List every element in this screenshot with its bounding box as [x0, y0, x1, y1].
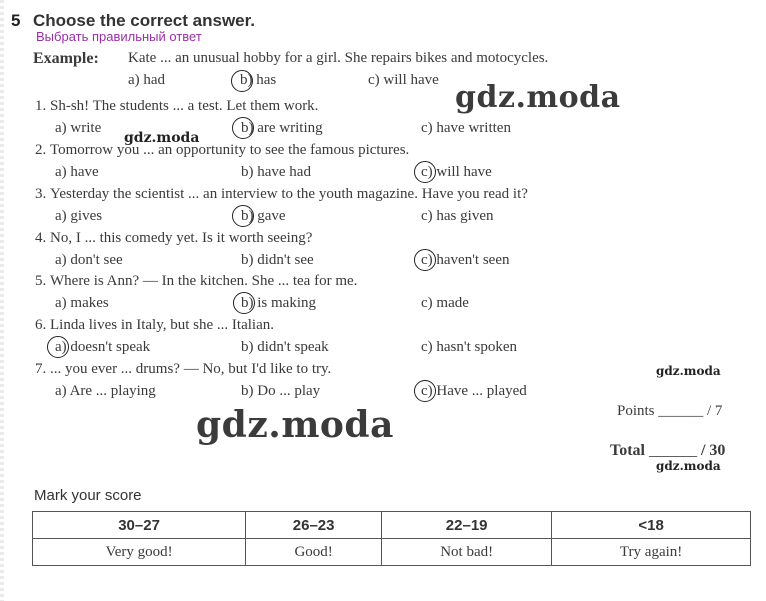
points-line — [617, 403, 722, 420]
example-label: Example: — [33, 50, 99, 67]
watermark-small-3: gdz.moda — [656, 459, 721, 473]
question-5-option-a: a) makes — [55, 295, 109, 311]
question-4-option-a: a) don't see — [55, 252, 123, 268]
question-7-answer-circle — [414, 380, 436, 402]
question-3-option-a: a) gives — [55, 208, 103, 224]
score-mark: Try again! — [552, 539, 751, 566]
watermark-large-bottom: gdz.moda — [196, 404, 394, 446]
question-5-text: 5. Where is Ann? — In the kitchen. She ... tea for me. — [35, 273, 358, 289]
score-range-row — [33, 512, 751, 539]
question-4-option-c: c) haven't seen — [421, 252, 510, 268]
scan-edge — [0, 0, 4, 601]
watermark-large-top: gdz.moda — [455, 80, 621, 115]
question-1-answer-circle — [232, 117, 254, 139]
task-number: 5 — [11, 11, 21, 30]
example-text: Kate ... an unusual hobby for a girl. She repairs bikes and motocycles. — [128, 50, 549, 66]
score-range: 22–19 — [382, 512, 552, 539]
question-2-answer-circle — [414, 161, 436, 183]
question-7-option-b: b) Do ... play — [241, 383, 321, 399]
score-range: 30–27 — [33, 512, 246, 539]
example-option-b: b) has — [240, 72, 277, 88]
total-blank: ______ — [648, 442, 697, 459]
question-5-option-b: b) is making — [241, 295, 316, 311]
score-mark: Good! — [246, 539, 382, 566]
question-1-option-c: c) have written — [421, 120, 511, 136]
example-option-c: c) will have — [368, 72, 439, 88]
question-2-text: 2. Tomorrow you ... an opportunity to see the famous pictures. — [35, 142, 410, 158]
question-6-option-c: c) hasn't spoken — [421, 339, 518, 355]
points-blank: ______ — [658, 403, 704, 419]
watermark-small-2: gdz.moda — [656, 364, 721, 378]
question-5-option-c: c) made — [421, 295, 469, 311]
score-title: Mark your score — [34, 487, 142, 504]
question-3-option-c: c) has given — [421, 208, 494, 224]
score-mark-row — [33, 539, 751, 566]
question-2-option-b: b) have had — [241, 164, 311, 180]
points-max: / 7 — [707, 403, 723, 419]
question-1-text: 1. Sh-sh! The students ... a test. Let them work. — [35, 98, 319, 114]
score-range: 26–23 — [246, 512, 382, 539]
total-label: Total — [610, 442, 645, 459]
question-6-option-b: b) didn't speak — [241, 339, 329, 355]
question-2-option-c: c) will have — [421, 164, 492, 180]
score-range: <18 — [552, 512, 751, 539]
question-4-option-b: b) didn't see — [241, 252, 314, 268]
question-7-text: 7. ... you ever ... drums? — No, but I'd like to try. — [35, 361, 332, 377]
task-title: Choose the correct answer. — [33, 11, 256, 30]
total-max: / 30 — [700, 442, 726, 459]
question-6-option-a: a) doesn't speak — [55, 339, 151, 355]
score-mark: Very good! — [33, 539, 246, 566]
example-option-a: a) had — [128, 72, 166, 88]
question-7-option-a: a) Are ... playing — [55, 383, 156, 399]
points-label: Points — [617, 403, 655, 419]
total-line — [610, 442, 725, 460]
question-3-answer-circle — [232, 205, 254, 227]
question-3-option-b: b) gave — [241, 208, 286, 224]
question-1-option-a: a) write — [55, 120, 102, 136]
question-6-text: 6. Linda lives in Italy, but she ... Italian. — [35, 317, 274, 333]
question-2-option-a: a) have — [55, 164, 99, 180]
task-subtitle: Выбрать правильный ответ — [36, 29, 202, 44]
question-4-text: 4. No, I ... this comedy yet. Is it worth seeing? — [35, 230, 313, 246]
watermark-small-1: gdz.moda — [124, 130, 200, 146]
question-1-option-b: b) are writing — [241, 120, 323, 136]
question-6-answer-circle — [47, 336, 69, 358]
question-3-text: 3. Yesterday the scientist ... an interview to the youth magazine. Have you read it? — [35, 186, 528, 202]
score-table — [32, 511, 751, 566]
question-7-option-c: c) Have ... played — [421, 383, 527, 399]
question-5-answer-circle — [233, 292, 255, 314]
example-answer-circle — [231, 70, 253, 92]
score-mark: Not bad! — [382, 539, 552, 566]
question-4-answer-circle — [414, 249, 436, 271]
